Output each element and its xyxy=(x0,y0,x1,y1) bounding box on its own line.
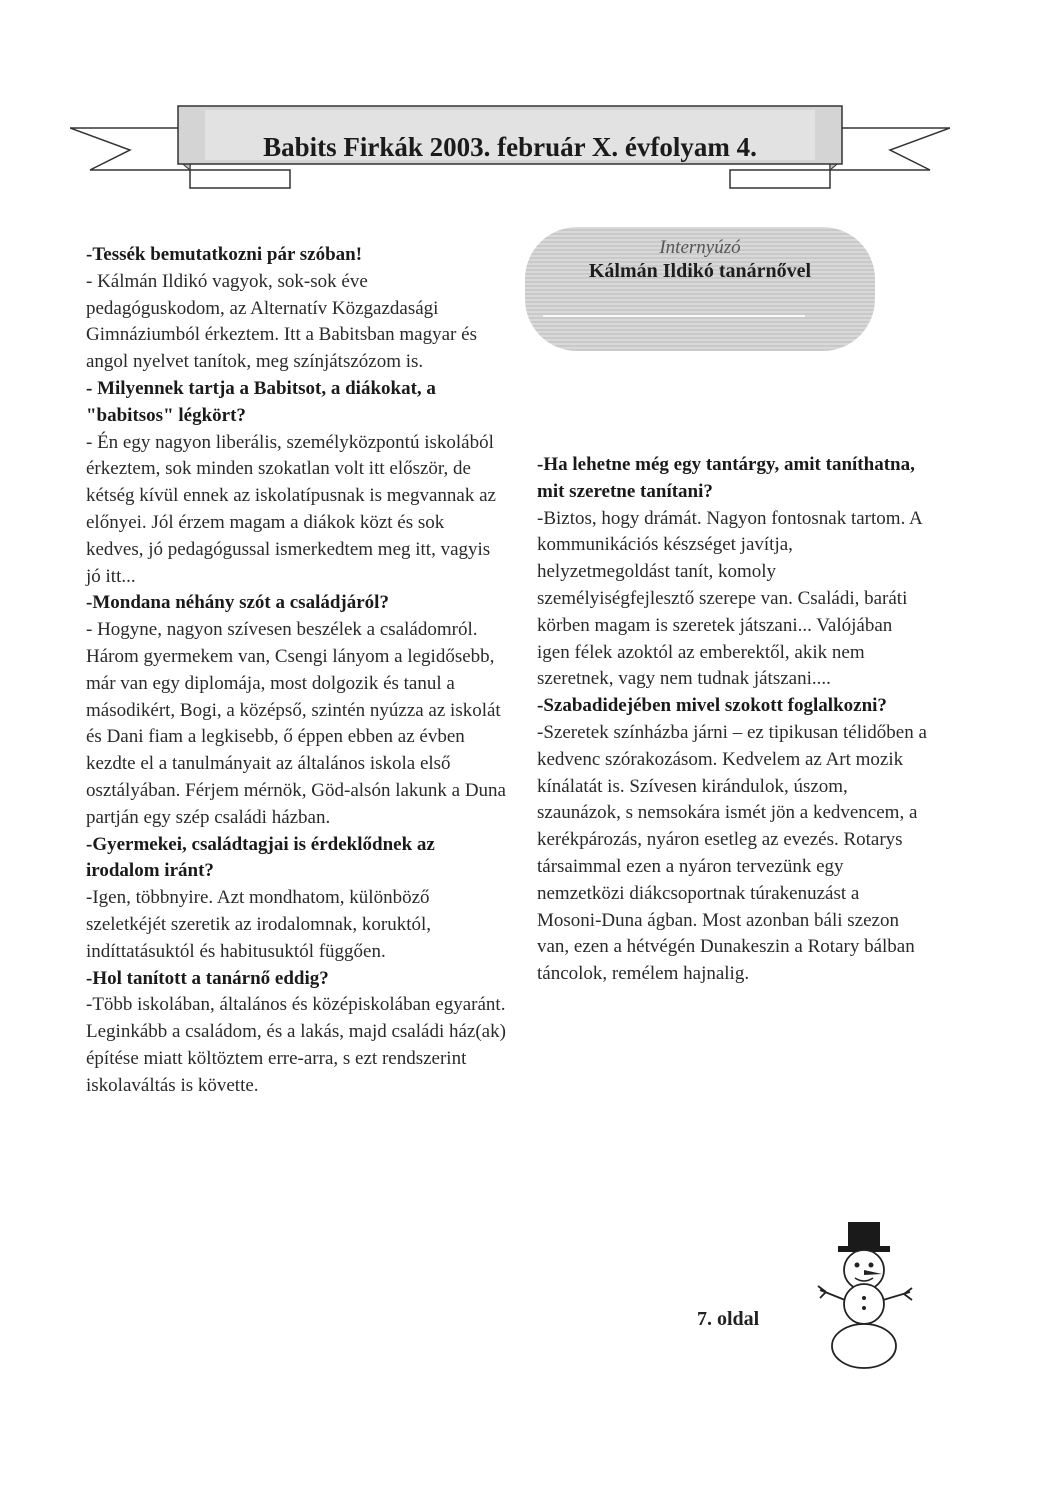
answer: -Szeretek színházba járni – ez tipikusan télidőben a kedvenc szórakozásom. Kedvelem az Art mozik kínálatát is. Szívesen kirándulok, úszom, szaunázok, s nemsokára ismét jön a kedvencem, a kerékpározás, nyáron esetleg az evezés. Rotarys társaimmal ezen a nyáron tervezünk egy nemzetközi diákcsoportnak túrakenuzást a Mosoni-Duna ágban. Most azonban báli szezon van, ezen a hétvégén Dunakeszin a Rotary bálban táncolok, remélem hajnalig. xyxy=(537,721,927,985)
answer: -Biztos, hogy drámát. Nagyon fontosnak tartom. A kommunikációs készséget javítja, helyzetmegoldást tanít, komoly személyiségfejlesztő szerepe van. Családi, baráti körben magam is szeretek játszani... Valójában igen félek azoktól az emberektől, akik nem szeretnek, vagy nem tudnak játszani.... xyxy=(537,507,922,690)
interview-badge xyxy=(525,227,875,351)
snowman-icon xyxy=(800,1220,940,1370)
answer: -Több iskolában, általános és középiskolában egyaránt. Leginkább a családom, és a lakás, majd családi ház(ak) építése miatt költöztem erre-arra, s ezt rendszerint iskolaváltás is követte. xyxy=(86,994,506,1096)
badge-title: Kálmán Ildikó tanárnővel xyxy=(588,260,812,282)
badge-subtitle: Internyúzó xyxy=(659,237,741,258)
answer: - Kálmán Ildikó vagyok, sok-sok éve pedagóguskodom, az Alternatív Közgazdasági Gimnáziumból érkeztem. Itt a Babitsban magyar és angol nyelvet tanítok, meg színjátszózom is. xyxy=(86,270,477,373)
page-number: 7. oldal xyxy=(697,1308,760,1330)
question: -Ha lehetne még egy tantárgy, amit taníthatna, mit szeretne tanítani? xyxy=(537,454,915,502)
question: -Mondana néhány szót a családjáról? xyxy=(86,592,389,614)
answer: - Hogyne, nagyon szívesen beszélek a családomról. Három gyermekem van, Csengi lányom a legidősebb, már van egy diplomája, most dolgozik és tanul a másodikért, Bogi, a középső, szintén nyúzza az iskolát és Dani fiam a legkisebb, ő éppen ebben az évben kezdte el a tanulmányait az általános iskola első osztályában. Férjem mérnök, Göd-alsón lakunk a Duna partján egy szép családi házban. xyxy=(86,619,506,828)
left-column xyxy=(86,242,506,1100)
answer: -Igen, többnyire. Azt mondhatom, különböző szeletkéjét szeretik az irodalomnak, koruktól, indíttatásuktól és habitusuktól függően. xyxy=(86,887,432,962)
question: -Hol tanított a tanárnő eddig? xyxy=(86,967,329,989)
question: -Tessék bemutatkozni pár szóban! xyxy=(86,244,363,265)
answer: - Én egy nagyon liberális, személyközpontú iskolából érkeztem, sok minden szokatlan volt itt először, de kétség kívül ennek az iskolatípusnak is megvannak az előnyei. Jól érzem magam a diákok közt és sok kedves, jó pedagógussal ismerkedtem meg itt, vagyis jó itt... xyxy=(86,431,496,587)
question: -Szabadidejében mivel szokott foglalkozni? xyxy=(537,695,887,717)
newsletter-title: Babits Firkák 2003. február X. évfolyam 4. xyxy=(263,132,757,162)
ribbon-banner xyxy=(70,100,950,195)
badge-divider xyxy=(543,315,805,317)
question: -Gyermekei, családtagjai is érdeklődnek az irodalom iránt? xyxy=(86,833,435,882)
right-column xyxy=(537,452,927,988)
question: - Milyennek tartja a Babitsot, a diákokat, a "babitsos" légkört? xyxy=(86,377,436,426)
